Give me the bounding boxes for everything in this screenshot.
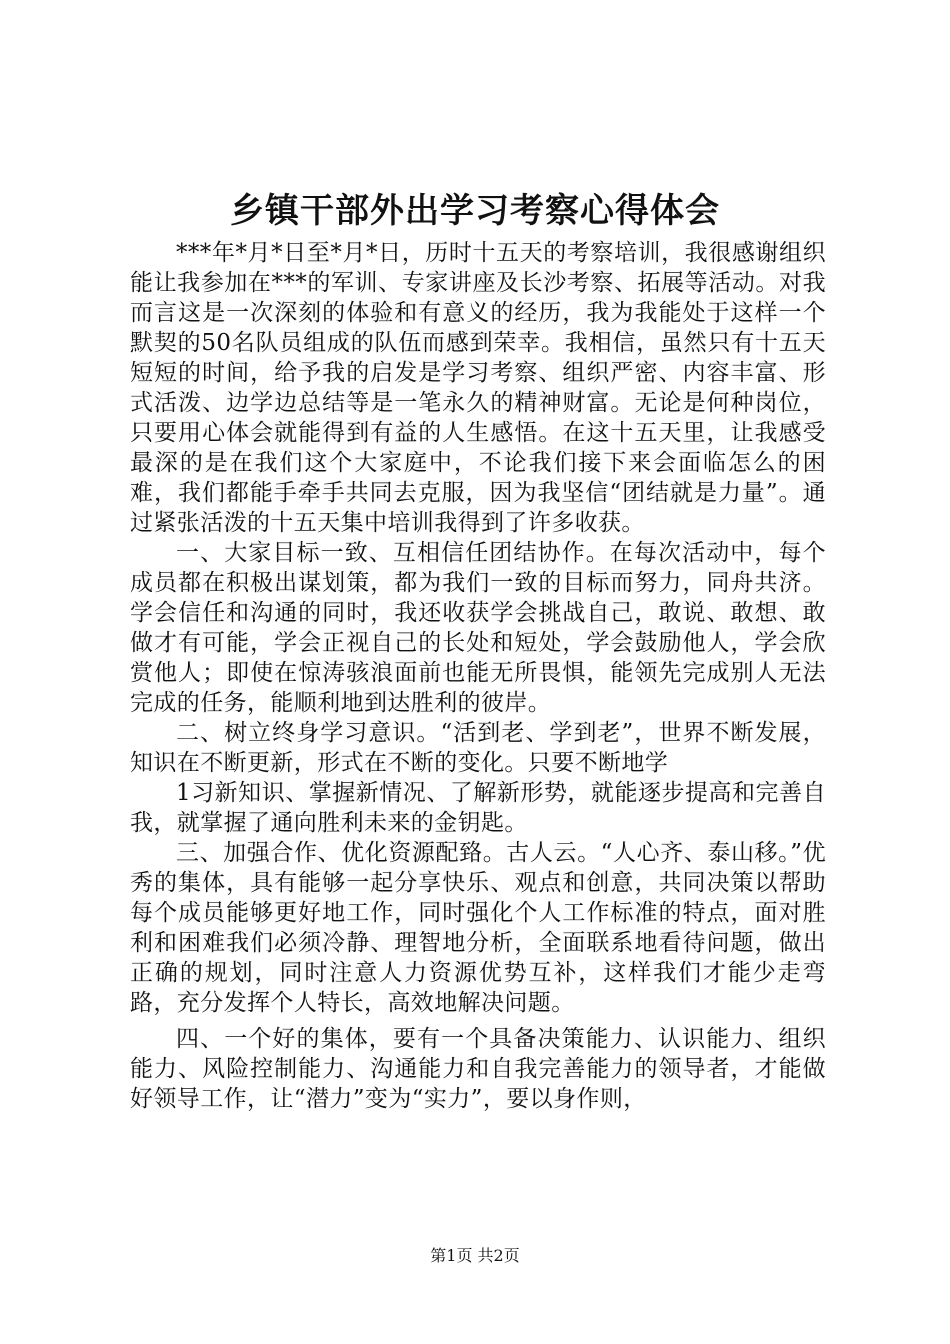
paragraph-point-two: 二、树立终身学习意识。“活到老、学到老”，世界不断发展，知识在不断更新，形式在不断的变化。只要不断地学	[130, 720, 826, 776]
paragraph-intro: ***年*月*日至*月*日，历时十五天的考察培训，我很感谢组织能让我参加在***的军训、专家讲座及长沙考察、拓展等活动。对我而言这是一次深刻的体验和有意义的经历，我为我能处于这样一个默契的50名队员组成的队伍而感到荣幸。我相信，虽然只有十五天短短的时间，给予我的启发是学习考察、组织严密、内容丰富、形式活泼、边学边总结等是一笔永久的精神财富。无论是何种岗位，只要用心体会就能得到有益的人生感悟。在这十五天里，让我感受最深的是在我们这个大家庭中，不论我们接下来会面临怎么的困难，我们都能手牵手共同去克服，因为我坚信“团结就是力量”。通过紧张活泼的十五天集中培训我得到了许多收获。	[130, 240, 826, 536]
paragraph-point-three: 三、加强合作、优化资源配臵。古人云。“人心齐、泰山移。”优秀的集体，具有能够一起分享快乐、观点和创意，共同决策以帮助每个成员能够更好地工作，同时强化个人工作标准的特点，面对胜利和困难我们必须冷静、理智地分析，全面联系地看待问题，做出正确的规划，同时注意人力资源优势互补，这样我们才能少走弯路，充分发挥个人特长，高效地解决问题。	[130, 840, 826, 1016]
paragraph-point-one: 一、大家目标一致、互相信任团结协作。在每次活动中，每个成员都在积极出谋划策，都为我们一致的目标而努力，同舟共济。学会信任和沟通的同时，我还收获学会挑战自己，敢说、敢想、敢做才有可能，学会正视自己的长处和短处，学会鼓励他人，学会欣赏他人；即使在惊涛骇浪面前也能无所畏惧，能领先完成别人无法完成的任务，能顺利地到达胜利的彼岸。	[130, 540, 826, 716]
paragraph-point-four: 四、一个好的集体，要有一个具备决策能力、认识能力、组织能力、风险控制能力、沟通能力和自我完善能力的领导者，才能做好领导工作，让“潜力”变为“实力”，要以身作则，	[130, 1026, 826, 1112]
page-number: 第1页 共2页	[430, 1246, 520, 1265]
paragraph-point-two-continued: 1习新知识、掌握新情况、了解新形势，就能逐步提高和完善自我，就掌握了通向胜利未来的金钥匙。	[130, 780, 826, 836]
document-body	[130, 238, 826, 1114]
document-title: 乡镇干部外出学习考察心得体会	[230, 191, 720, 231]
